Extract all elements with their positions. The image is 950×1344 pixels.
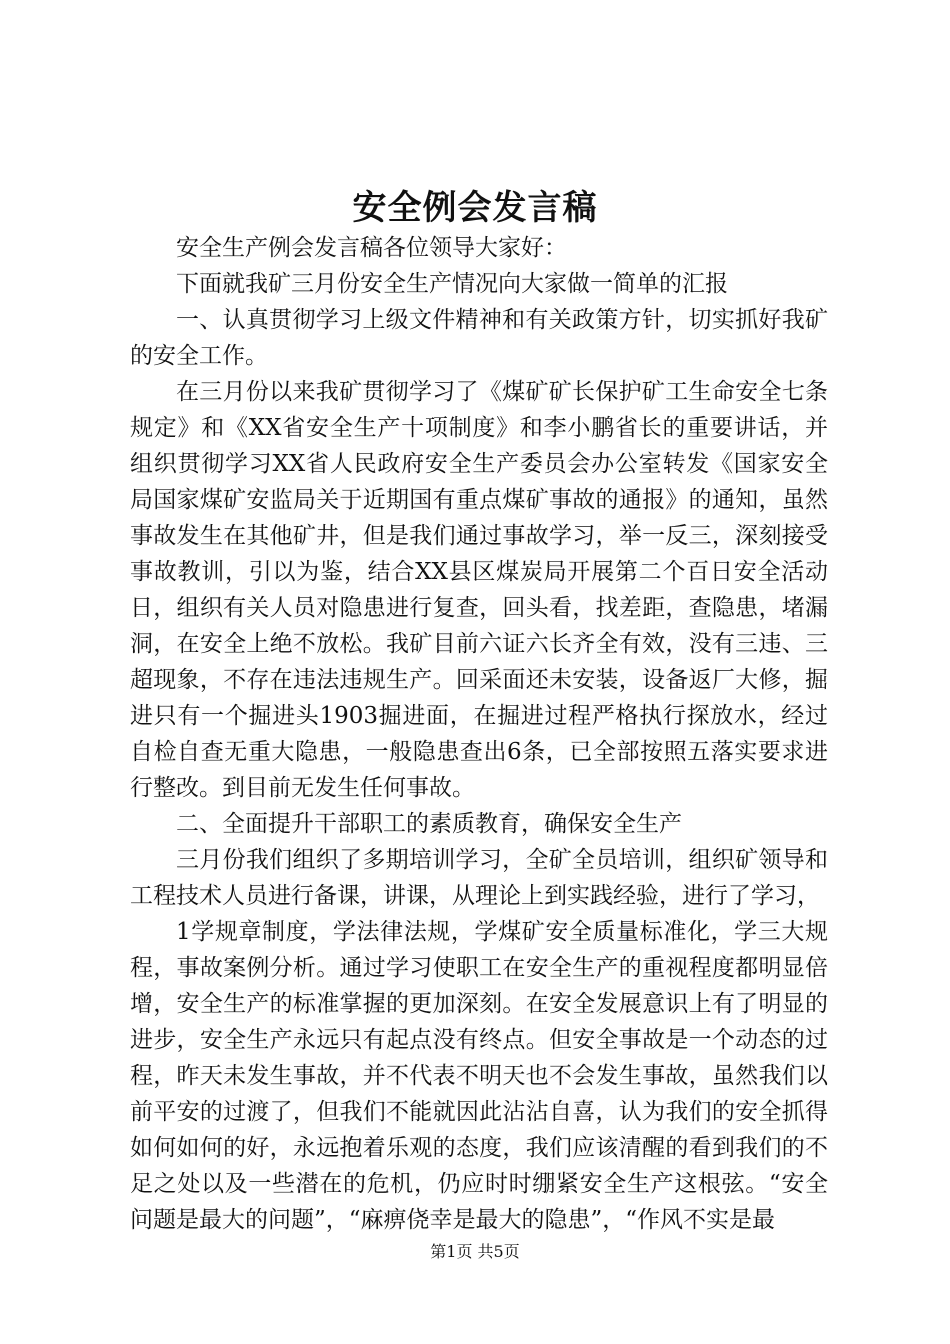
page-number-footer: 第1页 共5页 bbox=[430, 1242, 520, 1261]
paragraph-intro: 下面就我矿三月份安全生产情况向大家做一简单的汇报 bbox=[176, 271, 728, 297]
document-body bbox=[130, 230, 828, 1238]
document-title: 安全例会发言稿 bbox=[352, 188, 598, 228]
section-heading-2: 二、全面提升干部职工的素质教育，确保安全生产 bbox=[176, 811, 682, 837]
paragraph-study-item-1: 1学规章制度，学法律法规，学煤矿安全质量标准化，学三大规程，事故案例分析。通过学习使职工在安全生产的重视程度都明显倍增，安全生产的标准掌握的更加深刻。在安全发展意识上有了明显的进步，安全生产永远只有起点没有终点。但安全事故是一个动态的过程，昨天未发生事故，并不代表不明天也不会发生事故，虽然我们以前平安的过渡了，但我们不能就因此沾沾自喜，认为我们的安全抓得如何如何的好，永远抱着乐观的态度，我们应该清醒的看到我们的不足之处以及一些潜在的危机，仍应时时绷紧安全生产这根弦。“安全问题是最大的问题”，“麻痹侥幸是最大的隐患”，“作风不实是最 bbox=[130, 919, 828, 1233]
paragraph-greeting: 安全生产例会发言稿各位领导大家好： bbox=[176, 235, 567, 261]
section-heading-1: 一、认真贯彻学习上级文件精神和有关政策方针，切实抓好我矿的安全工作。 bbox=[130, 307, 828, 369]
paragraph-training: 三月份我们组织了多期培训学习，全矿全员培训，组织矿领导和工程技术人员进行备课，讲课，从理论上到实践经验，进行了学习， bbox=[130, 847, 828, 909]
paragraph-section-1: 在三月份以来我矿贯彻学习了《煤矿矿长保护矿工生命安全七条规定》和《XX省安全生产十项制度》和李小鹏省长的重要讲话，并组织贯彻学习XX省人民政府安全生产委员会办公室转发《国家安全局国家煤矿安监局关于近期国有重点煤矿事故的通报》的通知，虽然事故发生在其他矿井，但是我们通过事故学习，举一反三，深刻接受事故教训，引以为鉴，结合XX县区煤炭局开展第二个百日安全活动日，组织有关人员对隐患进行复查，回头看，找差距，查隐患，堵漏洞，在安全上绝不放松。我矿目前六证六长齐全有效，没有三违、三超现象，不存在违法违规生产。回采面还未安装，设备返厂大修，掘进只有一个掘进头1903掘进面，在掘进过程严格执行探放水，经过自检自查无重大隐患，一般隐患查出6条，已全部按照五落实要求进行整改。到目前无发生任何事故。 bbox=[130, 379, 828, 801]
